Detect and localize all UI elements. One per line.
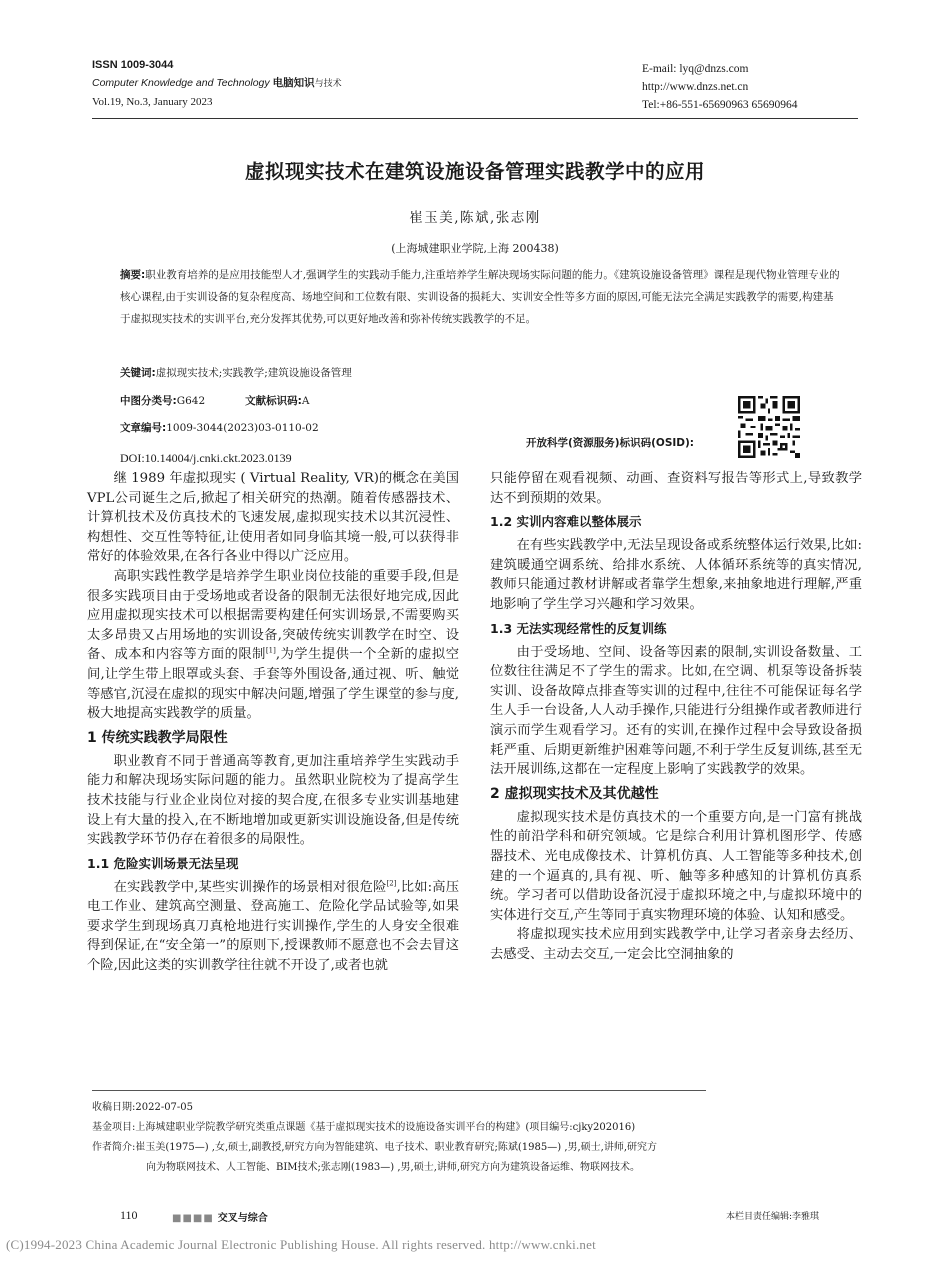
- paragraph-continued: 只能停留在观看视频、动画、查资料写报告等形式上,导致教学达不到预期的效果。: [490, 471, 862, 506]
- footnote-divider: [92, 1090, 706, 1091]
- keywords-text: 虚拟现实技术;实践教学;建筑设施设备管理: [155, 367, 352, 379]
- paragraph-whole-system: 在有些实践教学中,无法呈现设备或系统整体运行效果,比如:建筑暖通空调系统、给排水系统、人体循环系统等的真实情况,教师只能通过教材讲解或者靠学生想象,来抽象地进行理解,严重地影响了学生学习兴趣和学习效果。: [490, 538, 862, 612]
- body-left-column: [87, 469, 459, 976]
- heading-section-2: 2 虚拟现实技术及其优越性: [490, 785, 659, 802]
- classification: [120, 393, 309, 408]
- keywords-label: 关键词:: [120, 367, 156, 379]
- article-title: 虚拟现实技术在建筑设施设备管理实践教学中的应用: [244, 160, 705, 183]
- journal-contact: [642, 60, 798, 114]
- doi: DOI:10.14004/j.cnki.ckt.2023.0139: [120, 451, 292, 465]
- doccode-value: A: [301, 395, 310, 407]
- heading-section-1-3: 1.3 无法实现经常性的反复训练: [490, 620, 667, 636]
- paragraph-vr-definition: 虚拟现实技术是仿真技术的一个重要方向,是一门富有挑战性的前沿学科和研究领域。它是综合利用计算机图形学、传感器技术、光电成像技术、计算机仿真、人工智能等多种技术,创建的一个逼真的,具有视、听、触等多种感知的计算机仿真系统。学习者可以借助设备沉浸于虚拟环境之中,与虚拟环境中的实体进行交互,产生等同于真实物理环境的体验、认知和感受。: [490, 809, 862, 923]
- citation-1: [1]: [265, 646, 276, 655]
- journal-name: [92, 74, 342, 93]
- journal-name-cn-suffix: 与技术: [314, 79, 342, 89]
- journal-email: E-mail: lyq@dnzs.com: [642, 63, 749, 75]
- section-dots: ■■■■: [172, 1213, 214, 1224]
- abstract: [120, 264, 840, 330]
- issn: ISSN 1009-3044: [92, 59, 174, 71]
- paragraph-danger: 在实践教学中,某些实训操作的场景相对很危险[2],比如:高压电工作业、建筑高空测量、登高施工、危险化学品试验等,如果要求学生到现场真刀真枪地进行实训操作,学生的人身安全很难得到保证,在“安全第一”的原则下,授课教师不愿意也不会去冒这个险,因此这类的实训教学往往就不开设了,或者也就: [87, 879, 459, 974]
- column-editor: 本栏目责任编辑:李雅琪: [726, 1212, 820, 1222]
- heading-section-1-1: 1.1 危险实训场景无法呈现: [87, 855, 239, 871]
- citation-2: [2]: [386, 879, 397, 888]
- clc-value: G642: [176, 395, 206, 407]
- paragraph-vr-application: 将虚拟现实技术应用到实践教学中,让学习者亲身去经历、去感受、主动去交互,一定会比空洞抽象的: [490, 927, 862, 962]
- header-divider: [92, 118, 858, 119]
- artno-label: 文章编号:: [120, 422, 167, 434]
- section-name: [172, 1209, 268, 1224]
- artno-value: 1009-3044(2023)03-0110-02: [166, 422, 319, 434]
- paragraph-limitations: 职业教育不同于普通高等教育,更加注重培养学生实践动手能力和解决现场实际问题的能力。虽然职业院校为了提高学生技术技能与行业企业岗位对接的契合度,在很多专业实训基地建设上有大量的投入,在不断地增加或更新实训设施设备,但是传统实践教学环节仍存在着很多的局限性。: [87, 753, 459, 848]
- journal-name-en: Computer Knowledge and Technology: [92, 77, 270, 89]
- article-number: [120, 420, 319, 435]
- heading-section-1-2: 1.2 实训内容难以整体展示: [490, 514, 642, 530]
- footnote-fund: 基金项目:上海城建职业学院教学研究类重点课题《基于虚拟现实技术的设施设备实训平台的构建》(项目编号:cjky202016): [92, 1122, 636, 1133]
- footnotes: [92, 1098, 872, 1178]
- journal-header: [92, 56, 342, 111]
- paragraph-vr-teaching: 高职实践性教学是培养学生职业岗位技能的重要手段,但是很多实践项目由于受场地或者设备的限制无法很好地完成,因此应用虚拟现实技术可以根据需要构建任何实训场景,不需要购买太多昂贵又占用场地的实训设备,突破传统实训教学在时空、设备、成本和内容等方面的限制[1],为学生提供一个全新的虚拟空间,让学生带上眼罩或头套、手套等外围设备,通过视、听、触觉等感官,沉浸在虚拟的现实中解决问题,增强了学生课堂的参与度,极大地提高实践教学的质量。: [87, 568, 459, 722]
- osid-label: 开放科学(资源服务)标识码(OSID):: [526, 437, 695, 449]
- qr-code-icon[interactable]: [738, 396, 800, 458]
- section-title: 交叉与综合: [217, 1213, 268, 1224]
- article-authors: 崔玉美,陈斌,张志刚: [409, 210, 541, 226]
- abstract-text: 职业教育培养的是应用技能型人才,强调学生的实践动手能力,注重培养学生解决现场实际问题的能力。《建筑设施设备管理》课程是现代物业管理专业的核心课程,由于实训设备的复杂程度高、场地空间和工位数有限、实训设备的损耗大、实训安全性等多方面的原因,可能无法完全满足实践教学的需要,构建基于虚拟现实技术的实训平台,充分发挥其优势,可以更好地改善和弥补传统实践教学的不足。: [120, 269, 840, 325]
- abstract-label: 摘要:: [120, 269, 146, 281]
- footnote-received: 收稿日期:2022-07-05: [92, 1102, 194, 1113]
- clc-label: 中图分类号:: [120, 395, 177, 407]
- copyright-notice: (C)1994-2023 China Academic Journal Electronic Publishing House. All rights reserved. http://www.cnki.net: [6, 1237, 596, 1252]
- heading-section-1: 1 传统实践教学局限性: [87, 729, 228, 746]
- paragraph-intro: 继 1989 年虚拟现实 ( Virtual Reality, VR)的概念在美国VPL公司诞生之后,掀起了相关研究的热潮。随着传感器技术、计算机技术及仿真技术的飞速发展,虚拟现实技术以其沉浸性、构想性、交互性等特征,让使用者如同身临其境一般,可以获得非常好的体验效果,在各行各业中得以广泛应用。: [87, 471, 459, 565]
- doccode-label: 文献标识码:: [245, 395, 302, 407]
- journal-url: http://www.dnzs.net.cn: [642, 81, 749, 93]
- journal-name-cn: 电脑知识: [272, 77, 315, 89]
- body-right-column: [490, 469, 862, 964]
- volume-info: Vol.19, No.3, January 2023: [92, 96, 213, 108]
- paragraph-repeated-training: 由于受场地、空间、设备等因素的限制,实训设备数量、工位数往往满足不了学生的需求。比如,在空调、机泵等设备拆装实训、设备故障点排查等实训的过程中,往往不可能保证每名学生人手一台设备,人人动手操作,只能进行分组操作或者教师进行演示而学生观看学习。还有的实训,在操作过程中会导致设备损耗严重、后期更新维护困难等问题,不利于学生反复训练,甚至无法开展训练,这都在一定程度上影响了实践教学的效果。: [490, 644, 862, 778]
- keywords: [120, 365, 352, 380]
- journal-tel: Tel:+86-551-65690963 65690964: [642, 99, 798, 111]
- footnote-bio-continued: 向为物联网技术、人工智能、BIM技术;张志刚(1983—) ,男,硕士,讲师,研究方向为建筑设备运维、物联网技术。: [146, 1162, 641, 1173]
- page-number: 110: [120, 1208, 138, 1222]
- article-affiliation: (上海城建职业学院,上海 200438): [391, 242, 559, 255]
- footnote-bio: 作者简介:崔玉美(1975—) ,女,硕士,副教授,研究方向为智能建筑、电子技术、职业教育研究;陈斌(1985—) ,男,硕士,讲师,研究方: [92, 1142, 658, 1153]
